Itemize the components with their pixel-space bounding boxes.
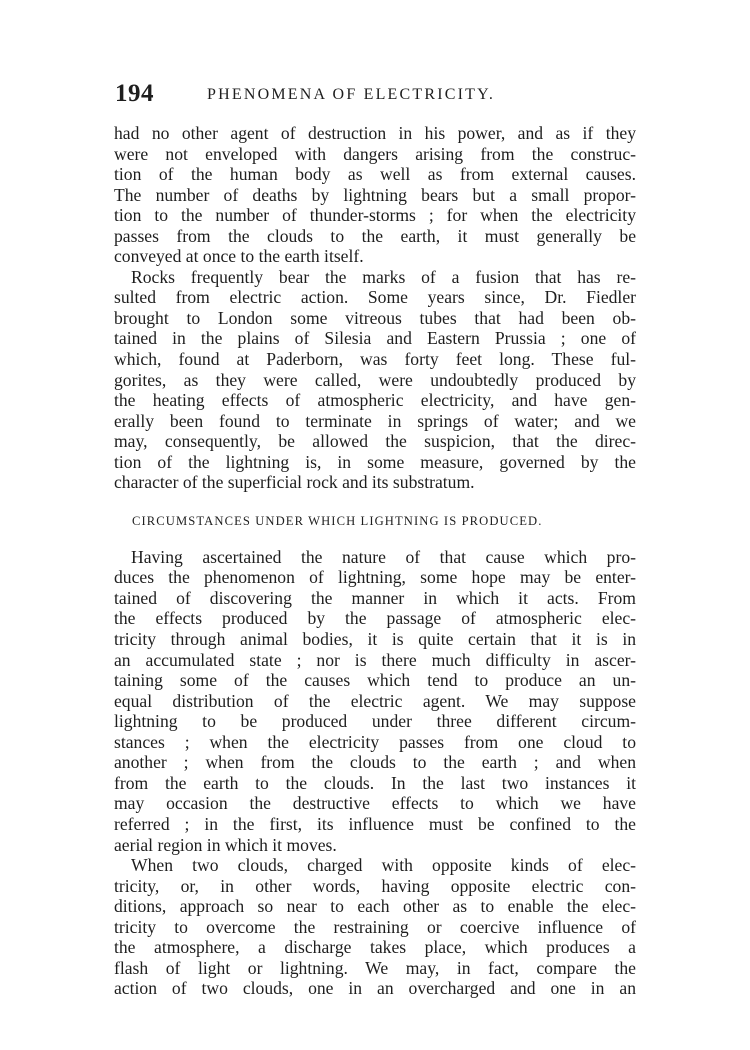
text-line: duces the phenomenon of lightning, some hope may be enter- xyxy=(114,567,636,588)
text-line: erally been found to terminate in springs of water; and we xyxy=(114,410,636,431)
text-line: which, found at Paderborn, was forty feet long. These ful- xyxy=(114,349,636,370)
text-line: sulted from electric action. Some years since, Dr. Fiedler xyxy=(114,287,636,308)
text-line: tion of the human body as well as from external causes. xyxy=(114,164,636,185)
text-line: tricity, or, in other words, having opposite electric con- xyxy=(114,875,636,896)
text-line: flash of light or lightning. We may, in fact, compare the xyxy=(114,957,636,978)
text-line: gorites, as they were called, were undoubtedly produced by xyxy=(114,369,636,390)
running-head xyxy=(115,80,635,114)
text-line: aerial region in which it moves. xyxy=(114,834,337,855)
text-line: conveyed at once to the earth itself. xyxy=(114,246,364,267)
paragraph xyxy=(114,855,636,999)
text-line: equal distribution of the electric agent. We may suppose xyxy=(114,690,636,711)
text-line: may, consequently, be allowed the suspicion, that the direc- xyxy=(114,431,636,452)
running-title: PHENOMENA OF ELECTRICITY. xyxy=(207,86,496,103)
text-line: character of the superficial rock and its substratum. xyxy=(114,472,475,493)
text-line: ditions, approach so near to each other as to enable the elec- xyxy=(114,896,636,917)
section-heading: CIRCUMSTANCES UNDER WHICH LIGHTNING IS PRODUCED. xyxy=(132,513,543,528)
text-line: had no other agent of destruction in his power, and as if they xyxy=(114,123,636,143)
text-line: the effects produced by the passage of atmospheric elec- xyxy=(114,608,636,629)
text-line: tion of the lightning is, in some measure, governed by the xyxy=(114,451,636,472)
text-line: When two clouds, charged with opposite kinds of elec- xyxy=(131,855,636,876)
text-line: tricity through animal bodies, it is quite certain that it is in xyxy=(114,629,636,650)
text-line: the atmosphere, a discharge takes place, which produces a xyxy=(114,937,636,958)
page-number: 194 xyxy=(115,80,154,107)
text-line: Rocks frequently bear the marks of a fusion that has re- xyxy=(131,266,636,287)
text-line: from the earth to the clouds. In the last two instances it xyxy=(114,772,636,793)
text-line: may occasion the destructive effects to which we have xyxy=(114,793,636,814)
text-line: passes from the clouds to the earth, it must generally be xyxy=(114,225,636,246)
text-line: lightning to be produced under three different circum- xyxy=(114,711,636,732)
text-line: the heating effects of atmospheric electricity, and have gen- xyxy=(114,390,636,411)
text-line: tricity to overcome the restraining or coercive influence of xyxy=(114,916,636,937)
text-line: tion to the number of thunder-storms ; for when the electricity xyxy=(114,205,636,226)
paragraph xyxy=(114,547,636,855)
text-line: an accumulated state ; nor is there much difficulty in ascer- xyxy=(114,649,636,670)
text-line: tained of discovering the manner in which it acts. From xyxy=(114,587,636,608)
text-line: referred ; in the first, its influence must be confined to the xyxy=(114,813,636,834)
text-line: Having ascertained the nature of that cause which pro- xyxy=(131,546,636,567)
text-line: taining some of the causes which tend to produce an un- xyxy=(114,670,636,691)
paragraph xyxy=(114,123,636,267)
text-line: The number of deaths by lightning bears but a small propor- xyxy=(114,184,636,205)
text-line: were not enveloped with dangers arising from the construc- xyxy=(114,143,636,164)
paragraph xyxy=(114,267,636,493)
body-text xyxy=(114,123,636,999)
text-line: brought to London some vitreous tubes that had been ob- xyxy=(114,307,636,328)
text-line: tained in the plains of Silesia and Eastern Prussia ; one of xyxy=(114,328,636,349)
text-line: stances ; when the electricity passes from one cloud to xyxy=(114,731,636,752)
text-line: action of two clouds, one in an overcharged and one in an xyxy=(114,978,636,999)
text-line: another ; when from the clouds to the earth ; and when xyxy=(114,752,636,773)
